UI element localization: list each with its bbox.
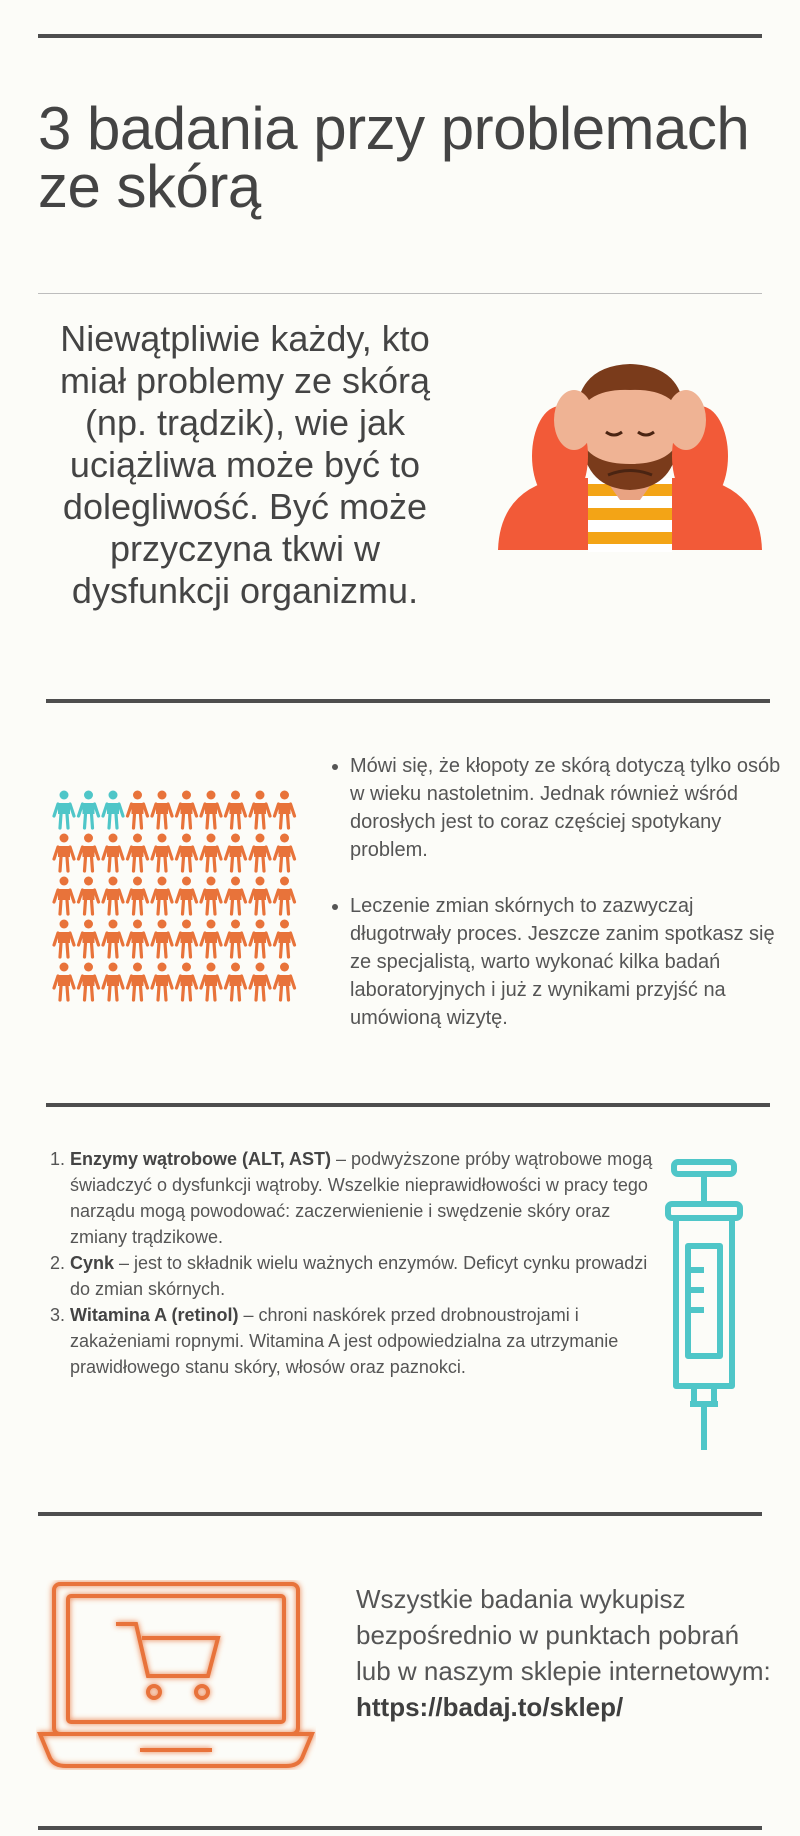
person-icon: [128, 920, 148, 958]
person-icon: [79, 877, 99, 915]
people-icon-grid: [52, 790, 302, 1002]
person-icon: [226, 834, 246, 872]
person-icon: [275, 834, 295, 872]
syringe-icon: [664, 1158, 744, 1454]
person-icon: [226, 791, 246, 829]
person-icon: [128, 791, 148, 829]
person-icon: [250, 963, 270, 1001]
test-item-3: [70, 1302, 660, 1380]
person-icon: [201, 834, 221, 872]
shop-text: Wszystkie badania wykupisz bezpośrednio w punktach pobrań lub w naszym sklepie internetowym:: [356, 1584, 771, 1686]
test-name: Enzymy wątrobowe (ALT, AST): [70, 1149, 332, 1169]
person-icon: [201, 963, 221, 1001]
person-icon: [177, 920, 197, 958]
title-divider: [38, 293, 762, 294]
person-icon: [177, 963, 197, 1001]
section-rule-3: [38, 1512, 762, 1516]
person-icon: [226, 920, 246, 958]
person-icon: [250, 834, 270, 872]
person-icon: [275, 920, 295, 958]
person-icon: [79, 834, 99, 872]
person-icon: [152, 791, 172, 829]
test-description: – chroni naskórek przed drobnoustrojami i zakażeniami ropnymi. Witamina A jest odpowiedzialna za utrzymanie prawidłowego stanu skóry, włosów oraz paznokci.: [70, 1305, 619, 1377]
intro-text: Niewątpliwie każdy, kto miał problemy ze skórą (np. trądzik), wie jak uciążliwa może być to dolegliwość. Być może przyczyna tkwi w dysfunkcji organizmu.: [59, 318, 431, 611]
test-name: Cynk: [70, 1253, 115, 1273]
stressed-man-illustration: [490, 360, 770, 572]
person-icon: [103, 920, 123, 958]
person-icon: [275, 791, 295, 829]
facts-list: [326, 752, 790, 1060]
person-icon: [275, 877, 295, 915]
person-icon: [54, 920, 74, 958]
top-rule: [38, 34, 762, 38]
person-icon: [103, 834, 123, 872]
fact-item-1: • Mówi się, że kłopoty ze skórą dotyczą tylko osób w wieku nastoletnim. Jednak również wśród dorosłych jest to coraz częściej spotykany problem.: [350, 752, 790, 864]
test-name: Witamina A (retinol): [70, 1305, 239, 1325]
shopping-cart-laptop-icon: [36, 1580, 316, 1770]
person-icon: [103, 963, 123, 1001]
person-icon: [103, 877, 123, 915]
test-description: – jest to składnik wielu ważnych enzymów. Deficyt cynku prowadzi do zmian skórnych.: [70, 1253, 648, 1299]
test-item-2: [70, 1250, 660, 1302]
person-icon: [275, 963, 295, 1001]
person-icon: [128, 963, 148, 1001]
person-icon: [177, 877, 197, 915]
person-icon: [177, 791, 197, 829]
bottom-rule: [38, 1826, 762, 1830]
person-icon: [201, 877, 221, 915]
person-icon: [152, 920, 172, 958]
person-icon: [226, 963, 246, 1001]
person-icon: [250, 920, 270, 958]
page-title: 3 badania przy problemach ze skórą: [38, 95, 750, 220]
shop-info: [356, 1581, 776, 1725]
person-icon: [152, 963, 172, 1001]
person-icon: [152, 877, 172, 915]
tests-list: [46, 1146, 660, 1380]
shop-link[interactable]: https://badaj.to/sklep/: [356, 1692, 624, 1722]
person-icon: [152, 834, 172, 872]
person-icon: [128, 834, 148, 872]
person-icon: [177, 834, 197, 872]
person-icon: [128, 877, 148, 915]
test-item-1: [70, 1146, 660, 1250]
person-icon: [79, 920, 99, 958]
person-icon: [54, 963, 74, 1001]
person-icon: [250, 877, 270, 915]
section-rule-1: [46, 699, 770, 703]
person-icon: [54, 834, 74, 872]
person-icon: [201, 920, 221, 958]
test-description: – podwyższone próby wątrobowe mogą świadczyć o dysfunkcji wątroby. Wszelkie nieprawidłowości w pracy tego narządu mogą powodować: zaczerwienienie i swędzenie skóry oraz zmiany trądzikowe.: [70, 1149, 653, 1247]
section-rule-2: [46, 1103, 770, 1107]
person-icon: [226, 877, 246, 915]
person-icon: [103, 791, 123, 829]
person-icon: [79, 791, 99, 829]
fact-item-2: • Leczenie zmian skórnych to zazwyczaj długotrwały proces. Jeszcze zanim spotkasz się ze specjalistą, warto wykonać kilka badań laboratoryjnych i już z wynikami przyjść na umówioną wizytę.: [350, 892, 790, 1032]
person-icon: [201, 791, 221, 829]
person-icon: [250, 791, 270, 829]
person-icon: [54, 791, 74, 829]
person-icon: [79, 963, 99, 1001]
person-icon: [54, 877, 74, 915]
